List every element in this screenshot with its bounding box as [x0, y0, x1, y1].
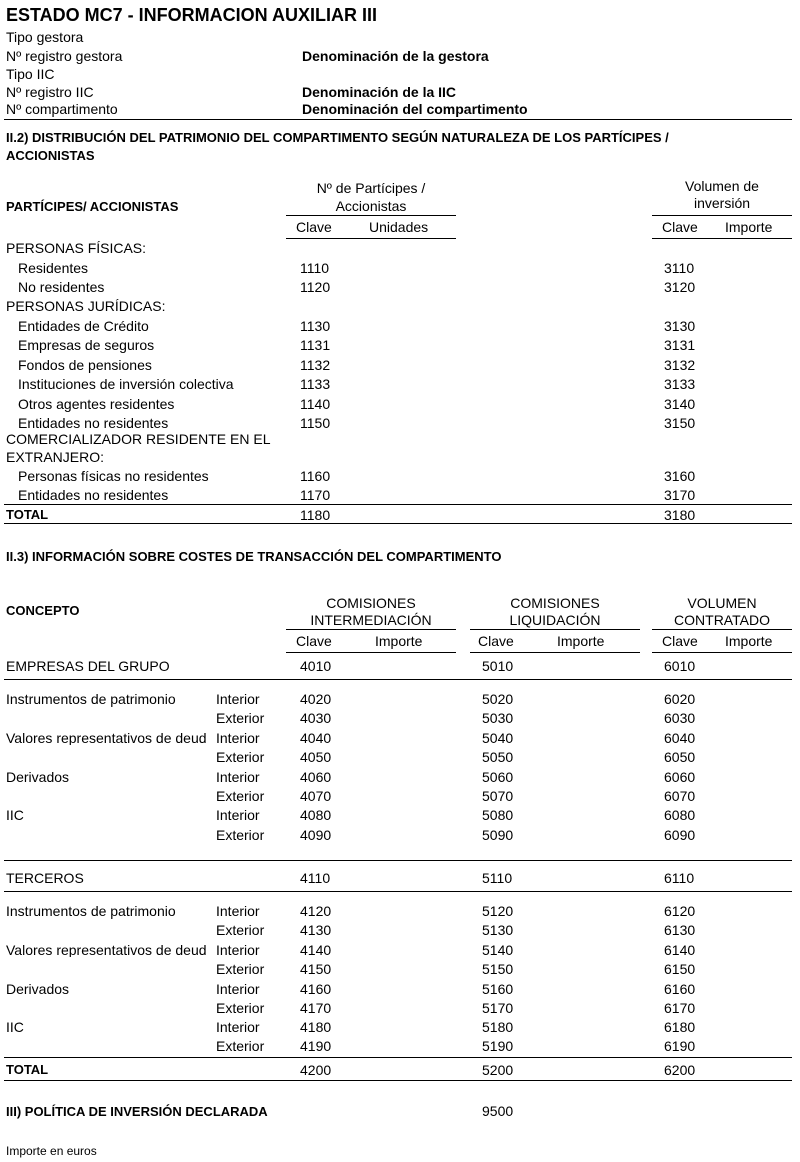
- section2-group1-line1: Nº de Partícipes /: [316, 180, 426, 196]
- block-row-code-1: 4080: [300, 807, 332, 823]
- block-row-code-2: 5180: [482, 1019, 514, 1035]
- section3-total-code-3: 6200: [664, 1062, 696, 1078]
- section2-sub-clave-2: Clave: [662, 219, 698, 235]
- registro-gestora-label: Nº registro gestora: [6, 48, 123, 64]
- block-row-label: IIC: [6, 1019, 24, 1035]
- registro-iic-label: Nº registro IIC: [6, 84, 94, 100]
- block-header-code-1: 4010: [300, 658, 332, 674]
- section3-sub-importe-3: Importe: [725, 633, 773, 649]
- block-row-code-3: 6130: [664, 922, 696, 938]
- block-row-code-1: 4160: [300, 981, 332, 997]
- block-row-code-2: 5130: [482, 922, 514, 938]
- block-divider: [4, 860, 792, 861]
- comercializador-label-line2: EXTRANJERO:: [6, 449, 105, 465]
- block-row-sub: Exterior: [216, 749, 265, 765]
- section2-sub-importe: Importe: [725, 219, 773, 235]
- section2-row-code-2: 3170: [664, 487, 696, 503]
- section2-row-label: Otros agentes residentes: [18, 396, 175, 412]
- block-row-sub: Exterior: [216, 788, 265, 804]
- section2-row-code-1: 1170: [300, 487, 331, 503]
- block-row-code-2: 5050: [482, 749, 514, 765]
- block-row-code-1: 4150: [300, 961, 332, 977]
- section3-sub-rule-1: [286, 652, 456, 653]
- section2-title-line2: ACCIONISTAS: [6, 148, 95, 163]
- block-row-code-3: 6050: [664, 749, 696, 765]
- block-row-code-3: 6120: [664, 903, 696, 919]
- denominacion-iic-label: Denominación de la IIC: [302, 84, 457, 100]
- block-row-label: IIC: [6, 807, 24, 823]
- section3-sub-clave-2: Clave: [478, 633, 514, 649]
- block-row-code-1: 4090: [300, 827, 332, 843]
- block-row-code-3: 6070: [664, 788, 696, 804]
- block-row-code-1: 4020: [300, 691, 332, 707]
- section2-total-code-1: 1180: [300, 507, 331, 523]
- section3-g2-rule: [470, 629, 640, 630]
- block-row-sub: Interior: [216, 903, 260, 919]
- block-row-code-1: 4040: [300, 730, 332, 746]
- section3-sub-importe-2: Importe: [557, 633, 605, 649]
- block-row-sub: Exterior: [216, 1000, 265, 1016]
- section2-group1-line2: Accionistas: [335, 198, 407, 214]
- section2-group1-rule: [286, 215, 456, 216]
- block-row-code-3: 6140: [664, 942, 696, 958]
- block-header-label: EMPRESAS DEL GRUPO: [6, 658, 170, 674]
- section2-row-code-2: 3140: [664, 396, 696, 412]
- section3-g2-line1: COMISIONES: [510, 595, 600, 611]
- header-divider: [4, 119, 792, 120]
- section2-group2-line1: Volumen de: [685, 178, 759, 194]
- section3-sub-importe-1: Importe: [375, 633, 423, 649]
- block-row-label: Valores representativos de deud: [6, 943, 207, 957]
- section2-row-code-2: 3120: [664, 279, 696, 295]
- block-header-code-1: 4110: [300, 870, 331, 886]
- tipo-gestora-label: Tipo gestora: [6, 29, 84, 45]
- block-row-code-1: 4070: [300, 788, 332, 804]
- section2-group2-rule: [652, 215, 792, 216]
- section3-g1-rule: [286, 629, 456, 630]
- block-row-label: Instrumentos de patrimonio: [6, 903, 176, 919]
- section2-row-label: PERSONAS JURÍDICAS:: [6, 298, 166, 314]
- section2-row-code-2: 3150: [664, 415, 696, 431]
- section3-g3-line1: VOLUMEN: [687, 595, 757, 611]
- section3-g1-line1: COMISIONES: [326, 595, 416, 611]
- section2-row-code-1: 1150: [300, 415, 331, 431]
- section2-row-code-2: 3130: [664, 318, 696, 334]
- section3-row-header: CONCEPTO: [6, 603, 80, 618]
- block-row-code-2: 5190: [482, 1038, 514, 1054]
- block-row-code-3: 6060: [664, 769, 696, 785]
- section3-total-code-1: 4200: [300, 1062, 332, 1078]
- block-row-sub: Interior: [216, 981, 260, 997]
- block-row-sub: Interior: [216, 942, 260, 958]
- footnote: Importe en euros: [6, 1144, 97, 1158]
- block-row-code-2: 5150: [482, 961, 514, 977]
- section2-row-label: Personas físicas no residentes: [18, 468, 209, 484]
- block-row-code-1: 4190: [300, 1038, 332, 1054]
- section2-row-label: Entidades no residentes: [18, 487, 169, 503]
- section2-total-rule-bottom: [4, 523, 792, 524]
- section3-g3-line2: CONTRATADO: [674, 612, 770, 628]
- section2-total-label: TOTAL: [6, 507, 49, 522]
- block-row-sub: Exterior: [216, 710, 265, 726]
- block-row-code-1: 4130: [300, 922, 332, 938]
- block-row-sub: Exterior: [216, 827, 265, 843]
- section2-row-label: Entidades no residentes: [18, 415, 169, 431]
- page-title: ESTADO MC7 - INFORMACION AUXILIAR III: [6, 5, 377, 25]
- block-row-code-2: 5040: [482, 730, 514, 746]
- block-row-code-2: 5090: [482, 827, 514, 843]
- section2-row-label: Entidades de Crédito: [18, 318, 149, 334]
- block-row-sub: Interior: [216, 1019, 260, 1035]
- block-row-label: Derivados: [6, 981, 70, 997]
- section2-sub-clave-1: Clave: [296, 219, 332, 235]
- block-row-code-1: 4180: [300, 1019, 332, 1035]
- section2-sub-unidades: Unidades: [369, 219, 429, 235]
- block-row-code-1: 4030: [300, 710, 332, 726]
- block-row-code-1: 4120: [300, 903, 332, 919]
- block-row-sub: Exterior: [216, 922, 265, 938]
- block-row-code-2: 5080: [482, 807, 514, 823]
- section3-sub-rule-2: [470, 652, 640, 653]
- section2-row-label: Fondos de pensiones: [18, 357, 152, 373]
- block-row-code-3: 6030: [664, 710, 696, 726]
- block-row-sub: Interior: [216, 730, 260, 746]
- block-divider: [4, 891, 792, 892]
- section2-row-label: PERSONAS FÍSICAS:: [6, 240, 147, 256]
- block-row-code-3: 6020: [664, 691, 696, 707]
- block-row-code-3: 6150: [664, 961, 696, 977]
- block-row-code-3: 6040: [664, 730, 696, 746]
- section2-row-code-2: 3132: [664, 357, 696, 373]
- block-row-code-2: 5020: [482, 691, 514, 707]
- section2-row-label: Instituciones de inversión colectiva: [18, 376, 234, 392]
- block-row-sub: Exterior: [216, 1038, 265, 1054]
- block-row-code-2: 5030: [482, 710, 514, 726]
- section2-row-label: No residentes: [18, 279, 105, 295]
- tipo-iic-label: Tipo IIC: [6, 66, 55, 82]
- block-header-code-3: 6010: [664, 658, 696, 674]
- block-row-code-3: 6180: [664, 1019, 696, 1035]
- section3-g2-line2: LIQUIDACIÓN: [509, 612, 601, 628]
- section3-total-label: TOTAL: [6, 1062, 49, 1077]
- block-row-code-2: 5140: [482, 942, 514, 958]
- section2-row-header: PARTÍCIPES/ ACCIONISTAS: [6, 199, 179, 214]
- block-header-label: TERCEROS: [6, 870, 84, 886]
- block-header-code-2: 5010: [482, 658, 514, 674]
- section2-row-code-1: 1120: [300, 279, 331, 295]
- section2-row-code-1: 1133: [300, 376, 331, 392]
- section2-title-line1: II.2) DISTRIBUCIÓN DEL PATRIMONIO DEL COMPARTIMENTO SEGÚN NATURALEZA DE LOS PARTÍCIPES /: [6, 130, 669, 145]
- section3-total-rule-top: [4, 1057, 792, 1058]
- block-row-label: Derivados: [6, 769, 70, 785]
- block-header-code-3: 6110: [664, 870, 695, 886]
- block-row-sub: Interior: [216, 807, 260, 823]
- section4-code: 9500: [482, 1103, 514, 1119]
- block-row-code-2: 5170: [482, 1000, 514, 1016]
- block-row-sub: Interior: [216, 769, 260, 785]
- block-row-code-1: 4060: [300, 769, 332, 785]
- section2-row-code-2: 3110: [664, 260, 695, 276]
- section2-row-code-2: 3133: [664, 376, 696, 392]
- block-row-label: Valores representativos de deud: [6, 731, 207, 745]
- block-row-code-1: 4140: [300, 942, 332, 958]
- section2-row-label: Empresas de seguros: [18, 337, 155, 353]
- block-divider: [4, 679, 792, 680]
- block-row-code-2: 5120: [482, 903, 514, 919]
- section2-total-code-2: 3180: [664, 507, 696, 523]
- block-row-code-3: 6080: [664, 807, 696, 823]
- block-row-code-3: 6160: [664, 981, 696, 997]
- section3-sub-clave-1: Clave: [296, 633, 332, 649]
- block-row-code-3: 6190: [664, 1038, 696, 1054]
- section3-title: II.3) INFORMACIÓN SOBRE COSTES DE TRANSACCIÓN DEL COMPARTIMENTO: [6, 549, 502, 564]
- section2-row-code-1: 1132: [300, 357, 331, 373]
- block-row-code-2: 5060: [482, 769, 514, 785]
- block-row-code-1: 4050: [300, 749, 332, 765]
- block-row-code-3: 6090: [664, 827, 696, 843]
- section3-sub-clave-3: Clave: [662, 633, 698, 649]
- block-row-sub: Interior: [216, 691, 260, 707]
- section2-row-code-1: 1130: [300, 318, 331, 334]
- section2-total-rule-top: [4, 504, 792, 505]
- block-header-code-2: 5110: [482, 870, 513, 886]
- block-row-code-3: 6170: [664, 1000, 696, 1016]
- section3-g1-line2: INTERMEDIACIÓN: [310, 612, 432, 628]
- section2-row-code-1: 1131: [300, 337, 331, 353]
- section3-sub-rule-3: [652, 652, 792, 653]
- section2-row-code-2: 3131: [664, 337, 696, 353]
- section2-row-code-1: 1110: [300, 260, 330, 276]
- block-row-sub: Exterior: [216, 961, 265, 977]
- section2-group2-line2: inversión: [693, 195, 751, 211]
- compartimento-label: Nº compartimento: [6, 101, 118, 117]
- section3-g3-rule: [652, 629, 792, 630]
- section2-row-code-1: 1140: [300, 396, 331, 412]
- comercializador-label-line1: COMERCIALIZADOR RESIDENTE EN EL: [6, 431, 271, 447]
- section2-sub-rule-1: [286, 238, 456, 239]
- section3-total-code-2: 5200: [482, 1062, 514, 1078]
- section2-row-code-1: 1160: [300, 468, 331, 484]
- denominacion-compartimento-label: Denominación del compartimento: [302, 101, 528, 117]
- section2-row-code-2: 3160: [664, 468, 696, 484]
- section4-title: III) POLÍTICA DE INVERSIÓN DECLARADA: [6, 1104, 268, 1119]
- block-row-label: Instrumentos de patrimonio: [6, 691, 176, 707]
- section2-sub-rule-2: [652, 238, 792, 239]
- block-row-code-2: 5160: [482, 981, 514, 997]
- section2-row-label: Residentes: [18, 260, 89, 276]
- block-row-code-1: 4170: [300, 1000, 332, 1016]
- denominacion-gestora-label: Denominación de la gestora: [302, 48, 489, 64]
- section3-total-rule-bottom: [4, 1080, 792, 1081]
- block-row-code-2: 5070: [482, 788, 514, 804]
